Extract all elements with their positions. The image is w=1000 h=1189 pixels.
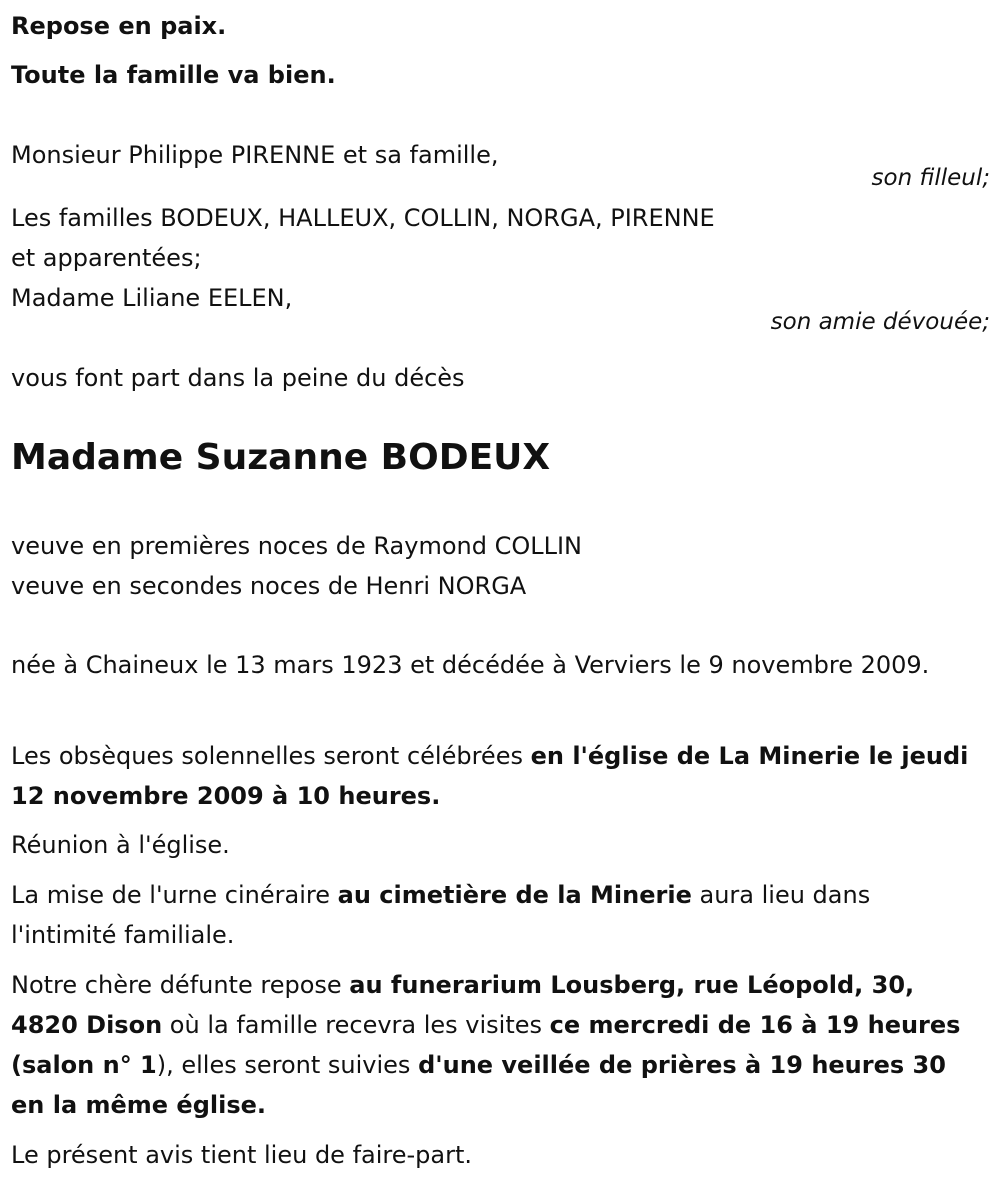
birth-death-dates: née à Chaineux le 13 mars 1923 et décédée à Verviers le 9 novembre 2009.: [11, 651, 930, 679]
rest-text-1: Notre chère défunte repose: [11, 971, 350, 999]
urn-cemetery: au cimetière de la Minerie: [337, 881, 692, 909]
family-liliane: Madame Liliane EELEN,: [11, 284, 293, 312]
rest-vigil: d'une veillée de prières à 19 heures 30 en la même église.: [11, 1051, 946, 1119]
widow-line-2: veuve en secondes noces de Henri NORGA: [11, 572, 527, 600]
rest-funerarium: au funerarium Lousberg, rue Léopold, 30, 4820 Dison: [11, 971, 915, 1039]
urn-paragraph: [11, 875, 976, 955]
relation-friend: son amie dévouée;: [770, 309, 990, 335]
families-line-1: Les familles BODEUX, HALLEUX, COLLIN, NORGA, PIRENNE: [11, 204, 715, 232]
funeral-text: Les obsèques solennelles seront célébrées: [11, 742, 531, 770]
funeral-location-date: en l'église de La Minerie le jeudi 12 novembre 2009 à 10 heures.: [11, 742, 969, 810]
rest-text-2: où la famille recevra les visites: [162, 1011, 550, 1039]
funeral-paragraph: [11, 736, 976, 816]
urn-text-1: La mise de l'urne cinéraire: [11, 881, 338, 909]
widow-line-1: veuve en premières noces de Raymond COLLIN: [11, 532, 583, 560]
rest-paragraph: [11, 965, 976, 1125]
deceased-name: Madame Suzanne BODEUX: [11, 437, 551, 478]
meeting-text: Réunion à l'église.: [11, 831, 230, 859]
closing-text: Le présent avis tient lieu de faire-part.: [11, 1141, 473, 1169]
family-philippe: Monsieur Philippe PIRENNE et sa famille,: [11, 141, 499, 169]
header-rest-in-peace: Repose en paix.: [11, 12, 227, 40]
header-family-well: Toute la famille va bien.: [11, 61, 336, 89]
rest-text-3: ), elles seront suivies: [156, 1051, 419, 1079]
intro-text: vous font part dans la peine du décès: [11, 364, 465, 392]
relation-godson: son filleul;: [871, 165, 990, 191]
families-line-2: et apparentées;: [11, 244, 202, 272]
rest-visiting-hours: ce mercredi de 16 à 19 heures (salon n° 1: [11, 1011, 961, 1079]
urn-text-2: aura lieu dans l'intimité familiale.: [11, 881, 871, 949]
